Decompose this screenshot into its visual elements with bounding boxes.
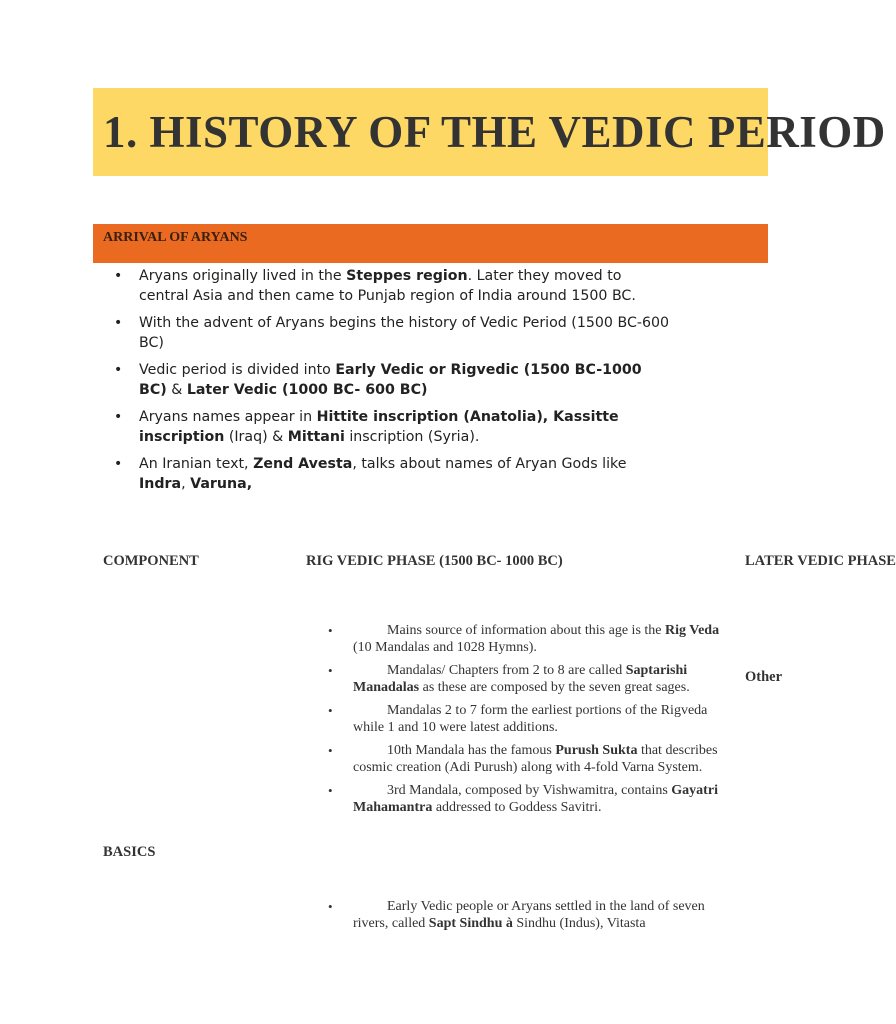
page-title: 1. HISTORY OF THE VEDIC PERIOD xyxy=(103,107,886,157)
text-run: that describes cosmic creation (Adi Purush) along with 4-fold Varna System. xyxy=(353,743,718,775)
text-run: Mains source of information about this age is the xyxy=(387,623,665,638)
text-run: (Iraq) & xyxy=(224,429,288,445)
text-run: , talks about names of Aryan Gods like xyxy=(352,456,627,472)
list-item xyxy=(322,898,732,932)
list-item xyxy=(322,662,732,696)
bold-text: Early Vedic or Rigvedic (1500 BC-1000 BC) xyxy=(139,362,642,398)
rig-vedic-basics-list xyxy=(322,622,732,822)
text-run: Vedic period is divided into xyxy=(139,362,336,378)
text-run: Early Vedic people or Aryans settled in the land of seven rivers, called xyxy=(353,899,705,931)
bold-text: Saptarishi Manadalas xyxy=(353,663,688,695)
list-item xyxy=(110,454,670,494)
bold-text: Hittite inscription (Anatolia), Kassitte inscription xyxy=(139,409,619,445)
list-item xyxy=(322,622,732,656)
list-item xyxy=(322,742,732,776)
bold-text: Sapt Sindhu à xyxy=(428,916,513,931)
text-run: Mandalas 2 to 7 form the earliest portions of the Rigveda while 1 and 10 were latest additions. xyxy=(353,703,708,735)
list-item xyxy=(110,407,670,447)
bold-text: Purush Sukta xyxy=(555,743,638,758)
bold-text: Mittani xyxy=(287,429,345,445)
section-banner xyxy=(93,224,768,263)
bold-text: Rig Veda xyxy=(665,623,720,638)
rig-vedic-settlement-list xyxy=(322,898,732,938)
text-run: (10 Mandalas and 1028 Hymns). xyxy=(353,640,537,655)
column-header-later-vedic: LATER VEDIC PHASE xyxy=(745,553,896,569)
text-run: An Iranian text, xyxy=(139,456,254,472)
bold-text: Indra xyxy=(139,476,182,492)
text-run: With the advent of Aryans begins the history of Vedic Period (1500 BC-600 BC) xyxy=(139,315,670,351)
title-banner xyxy=(93,88,886,176)
later-vedic-cell-text: Other xyxy=(745,669,783,685)
column-header-component: COMPONENT xyxy=(103,553,199,569)
text-run: Aryans originally lived in the xyxy=(139,268,347,284)
text-run: Sindhu (Indus), Vitasta xyxy=(512,916,646,931)
text-run: Aryans names appear in xyxy=(139,409,317,425)
column-header-rig-vedic: RIG VEDIC PHASE (1500 BC- 1000 BC) xyxy=(306,553,563,569)
text-run: 10th Mandala has the famous xyxy=(387,743,556,758)
bold-text: Varuna, xyxy=(190,476,253,492)
aryans-list xyxy=(110,266,670,501)
text-run: addressed to Goddess Savitri. xyxy=(432,800,602,815)
bold-text: Steppes region xyxy=(346,268,468,284)
text-run: inscription (Syria). xyxy=(344,429,480,445)
section-heading: ARRIVAL OF ARYANS xyxy=(103,230,248,245)
bold-text: Gayatri Mahamantra xyxy=(353,783,718,815)
list-item xyxy=(110,266,670,306)
list-item xyxy=(322,702,732,736)
text-run: 3rd Mandala, composed by Vishwamitra, contains xyxy=(387,783,672,798)
row-label-basics: BASICS xyxy=(103,844,156,860)
list-item xyxy=(110,360,670,400)
bold-text: Later Vedic (1000 BC- 600 BC) xyxy=(186,382,428,398)
bold-text: Zend Avesta xyxy=(253,456,353,472)
text-run: Mandalas/ Chapters from 2 to 8 are called xyxy=(387,663,626,678)
text-run: & xyxy=(166,382,187,398)
text-run: as these are composed by the seven great sages. xyxy=(419,680,690,695)
text-run: , xyxy=(181,476,191,492)
text-run: . Later they moved to central Asia and then came to Punjab region of India around 1500 BC. xyxy=(139,268,636,304)
list-item xyxy=(110,313,670,353)
list-item xyxy=(322,782,732,816)
